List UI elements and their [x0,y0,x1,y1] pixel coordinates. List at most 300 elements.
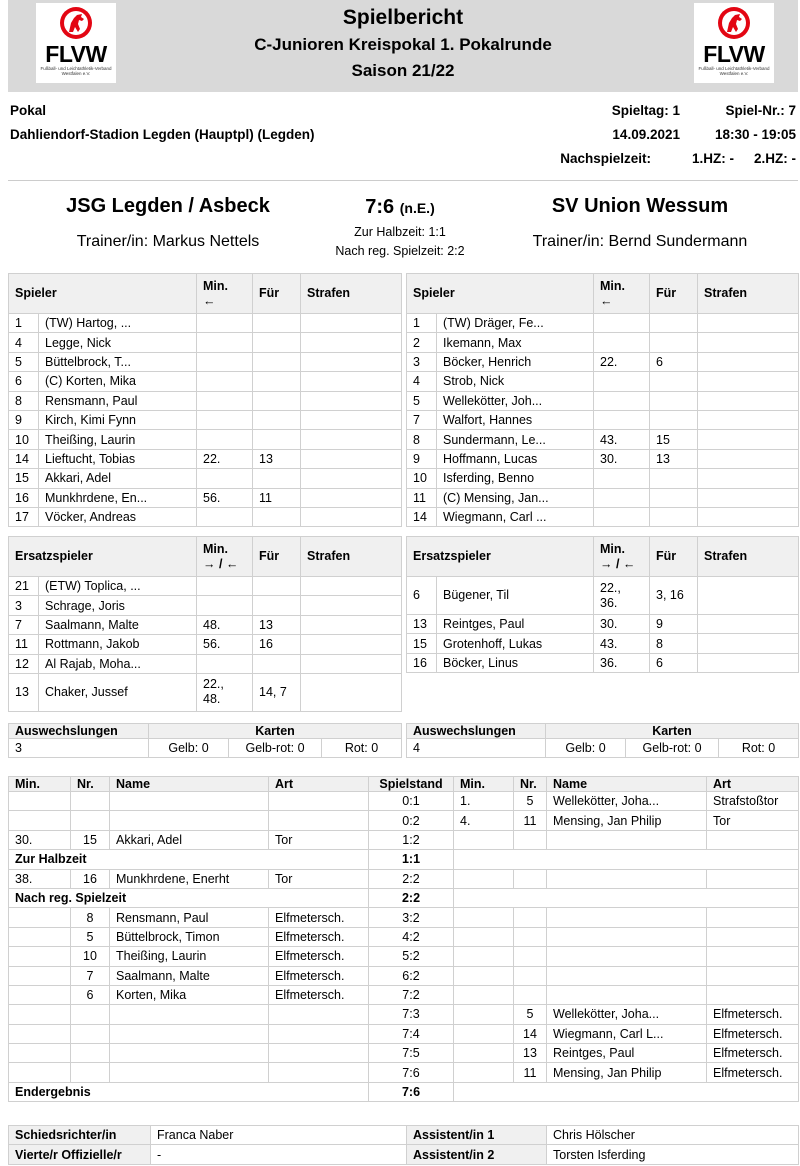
away-event-minute [454,908,514,927]
player-name: Munkhrdene, En... [39,488,197,507]
cards-label: Karten [546,724,799,739]
home-event-type: Tor [269,830,369,849]
away-yellow-red: Gelb-rot: 0 [626,739,719,758]
away-event-number [514,985,547,1004]
info-row-2 [10,127,798,147]
player-row [9,430,402,449]
ev-col-name: Name [547,777,707,792]
home-event-player: Saalmann, Malte [110,966,269,985]
home-event-minute [9,1063,71,1082]
away-event-number [514,830,547,849]
player-row [407,653,799,672]
away-event-player: Wiegmann, Carl L... [547,1024,707,1043]
player-row [9,314,402,333]
match-type: Pokal [10,103,47,118]
player-name: Rensmann, Paul [39,391,197,410]
player-penalties [301,333,402,352]
info-row-1 [10,103,798,123]
away-event-minute [454,1063,514,1082]
home-event-minute [9,1005,71,1024]
ev-col-min: Min. [454,777,514,792]
regular-time-score: Nach reg. Spielzeit: 2:2 [335,244,465,258]
player-minute: 30. [594,449,650,468]
player-name: Hoffmann, Lucas [437,449,594,468]
event-score: 2:2 [369,869,454,888]
col-spieler: Spieler [407,274,594,314]
player-name: Wellekötter, Joh... [437,391,594,410]
halftime-score: Zur Halbzeit: 1:1 [354,225,446,239]
home-event-number: 16 [71,869,110,888]
home-event-number: 15 [71,830,110,849]
player-penalties [698,410,799,429]
event-score: 3:2 [369,908,454,927]
home-event-number [71,1044,110,1063]
away-event-number: 13 [514,1044,547,1063]
assistant2-name: Torsten Isferding [547,1145,799,1164]
col-ersatz: Ersatzspieler [407,537,594,577]
away-event-player: Wellekötter, Joha... [547,792,707,811]
player-row [9,391,402,410]
event-row [9,966,799,985]
player-penalties [698,372,799,391]
player-penalties [301,352,402,371]
report-header [8,0,798,92]
player-penalties [698,634,799,653]
player-for: 3, 16 [650,577,698,615]
player-for: 16 [253,635,301,654]
player-name: Grotenhoff, Lukas [437,634,594,653]
player-minute [197,333,253,352]
home-event-type: Elfmetersch. [269,947,369,966]
player-number: 1 [407,314,437,333]
home-event-minute [9,1044,71,1063]
player-number: 1 [9,314,39,333]
home-event-number [71,1063,110,1082]
player-penalties [698,615,799,634]
home-event-type [269,811,369,830]
away-event-type: Elfmetersch. [707,1005,799,1024]
player-row [407,469,799,488]
player-row [407,577,799,615]
player-number: 17 [9,507,39,526]
col-min: Min. → / ← [594,537,650,577]
away-event-minute [454,1005,514,1024]
logo-subtext: Fußball- und Leichtathletik-Verband Westfalen e.V. [698,66,770,76]
home-event-player: Büttelbrock, Timon [110,927,269,946]
away-event-player: Mensing, Jan Philip [547,811,707,830]
player-minute [197,391,253,410]
home-event-minute: 38. [9,869,71,888]
event-row [9,811,799,830]
away-event-number [514,947,547,966]
final-score [300,196,500,219]
event-row [9,947,799,966]
away-event-player [547,966,707,985]
player-row [9,507,402,526]
event-phase-label: Nach reg. Spielzeit [9,888,369,907]
player-row [407,372,799,391]
player-penalties [301,673,402,711]
player-minute [197,372,253,391]
player-number: 4 [407,372,437,391]
home-subs-count: 3 [9,739,149,758]
away-subs-table [406,536,799,673]
player-for: 11 [253,488,301,507]
extra-time-h1: 1.HZ: - [692,151,734,166]
away-event-type [707,985,799,1004]
player-row [407,430,799,449]
player-row [9,635,402,654]
player-for [650,314,698,333]
home-event-minute [9,811,71,830]
ev-col-nr: Nr. [514,777,547,792]
assistant1-label: Assistent/in 1 [407,1126,547,1145]
player-minute: 43. [594,634,650,653]
player-name: Walfort, Hannes [437,410,594,429]
away-event-player [547,985,707,1004]
player-row [9,372,402,391]
flvw-logo [694,3,774,83]
player-for: 8 [650,634,698,653]
player-for [650,488,698,507]
event-score: 4:2 [369,927,454,946]
ev-col-name: Name [110,777,269,792]
home-event-number [71,1005,110,1024]
home-event-type [269,1005,369,1024]
home-event-player [110,1005,269,1024]
player-penalties [301,596,402,615]
player-name: Wiegmann, Carl ... [437,507,594,526]
player-number: 3 [9,596,39,615]
event-row [9,792,799,811]
home-event-player [110,792,269,811]
player-number: 9 [9,410,39,429]
home-event-number: 6 [71,985,110,1004]
player-minute [594,469,650,488]
player-number: 21 [9,577,39,596]
away-event-minute [454,869,514,888]
player-number: 11 [9,635,39,654]
fourth-official-label: Vierte/r Offizielle/r [9,1145,151,1164]
player-number: 13 [407,615,437,634]
player-number: 5 [9,352,39,371]
event-score: 7:4 [369,1024,454,1043]
player-for [253,372,301,391]
away-trainer: Trainer/in: Bernd Sundermann [532,233,748,250]
player-penalties [301,430,402,449]
player-row [9,333,402,352]
home-summary-table [8,723,402,758]
event-score: 7:6 [369,1063,454,1082]
flvw-horse-icon [716,5,752,41]
away-event-minute [454,1024,514,1043]
player-row [9,615,402,634]
away-event-type [707,927,799,946]
away-event-number [514,869,547,888]
player-minute [197,596,253,615]
event-score: 5:2 [369,947,454,966]
player-number: 16 [407,653,437,672]
col-strafen: Strafen [698,274,799,314]
player-penalties [698,314,799,333]
fourth-official-name: - [151,1145,407,1164]
player-penalties [698,577,799,615]
event-row [9,908,799,927]
player-name: Rottmann, Jakob [39,635,197,654]
player-row [9,410,402,429]
away-event-minute [454,1044,514,1063]
matchday: Spieltag: 1 [611,103,680,118]
final-score-value: 7:6 [365,196,395,218]
away-event-minute [454,947,514,966]
player-row [9,449,402,468]
player-penalties [698,507,799,526]
player-for: 14, 7 [253,673,301,711]
event-row [9,1024,799,1043]
referee-label: Schiedsrichter/in [9,1126,151,1145]
page-title: Spielbericht [342,6,464,29]
away-subs-count: 4 [407,739,546,758]
home-event-type: Elfmetersch. [269,908,369,927]
player-number: 8 [407,430,437,449]
player-row [9,654,402,673]
away-event-minute: 4. [454,811,514,830]
away-event-type [707,908,799,927]
away-event-minute [454,927,514,946]
away-event-minute [454,966,514,985]
player-minute [197,410,253,429]
home-event-player: Rensmann, Paul [110,908,269,927]
player-for [253,577,301,596]
away-event-minute [454,830,514,849]
player-minute [594,333,650,352]
player-for [253,314,301,333]
home-event-minute [9,1024,71,1043]
player-name: Akkari, Adel [39,469,197,488]
subs-label: Auswechslungen [9,724,149,739]
player-name: Ikemann, Max [437,333,594,352]
home-event-player [110,1044,269,1063]
player-minute [197,507,253,526]
event-row [9,1063,799,1082]
ev-col-spielstand: Spielstand [369,777,454,792]
player-row [407,314,799,333]
home-event-type: Elfmetersch. [269,966,369,985]
player-penalties [698,391,799,410]
event-row [9,830,799,849]
home-event-minute [9,966,71,985]
col-ersatz: Ersatzspieler [9,537,197,577]
player-penalties [301,488,402,507]
player-for [253,391,301,410]
away-event-number [514,927,547,946]
extra-time-label: Nachspielzeit: [560,151,651,166]
assistant2-label: Assistent/in 2 [407,1145,547,1164]
home-event-number: 5 [71,927,110,946]
player-penalties [698,488,799,507]
venue: Dahliendorf-Stadion Legden (Hauptpl) (Legden) [10,127,315,142]
home-subs-table [8,536,402,712]
player-name: Bügener, Til [437,577,594,615]
event-phase-label: Endergebnis [9,1082,369,1101]
player-number: 10 [407,469,437,488]
home-event-minute [9,985,71,1004]
player-row [407,634,799,653]
player-penalties [301,615,402,634]
player-minute: 22., 48. [197,673,253,711]
player-row [407,615,799,634]
home-event-number [71,1024,110,1043]
player-for: 9 [650,615,698,634]
match-time: 18:30 - 19:05 [714,127,796,142]
player-minute [197,469,253,488]
away-yellow: Gelb: 0 [546,739,626,758]
event-score: 2:2 [369,888,454,907]
player-for [650,333,698,352]
home-event-player: Akkari, Adel [110,830,269,849]
player-name: (TW) Hartog, ... [39,314,197,333]
away-event-player: Reintges, Paul [547,1044,707,1063]
player-name: Böcker, Henrich [437,352,594,371]
player-for [253,410,301,429]
player-row [9,469,402,488]
player-number: 13 [9,673,39,711]
player-number: 16 [9,488,39,507]
player-name: Theißing, Laurin [39,430,197,449]
player-penalties [301,314,402,333]
player-penalties [301,372,402,391]
player-minute [197,430,253,449]
player-penalties [301,469,402,488]
away-event-type [707,869,799,888]
event-row [9,869,799,888]
away-event-player [547,927,707,946]
home-event-type: Elfmetersch. [269,927,369,946]
officials-table [8,1125,799,1165]
player-penalties [301,507,402,526]
player-row [9,352,402,371]
event-row [9,1082,799,1101]
event-filler [454,850,799,869]
event-score: 7:2 [369,985,454,1004]
home-event-number: 8 [71,908,110,927]
player-name: Isferding, Benno [437,469,594,488]
home-lineup-table [8,273,402,527]
event-row [9,985,799,1004]
home-event-player [110,1063,269,1082]
player-name: Sundermann, Le... [437,430,594,449]
away-event-player [547,947,707,966]
event-row [9,1005,799,1024]
player-number: 12 [9,654,39,673]
player-minute: 43. [594,430,650,449]
player-for: 15 [650,430,698,449]
away-red: Rot: 0 [719,739,799,758]
home-event-type [269,1044,369,1063]
event-score: 1:1 [369,850,454,869]
player-number: 3 [407,352,437,371]
away-event-number [514,908,547,927]
player-row [407,391,799,410]
col-fuer: Für [253,537,301,577]
away-event-minute: 1. [454,792,514,811]
away-event-type: Strafstoßtor [707,792,799,811]
player-name: Büttelbrock, T... [39,352,197,371]
player-minute [594,507,650,526]
player-minute: 22., 36. [594,577,650,615]
divider [8,180,798,181]
player-for: 13 [253,615,301,634]
player-penalties [698,653,799,672]
player-penalties [698,469,799,488]
home-event-type [269,792,369,811]
event-filler [454,1082,799,1101]
home-event-type: Tor [269,869,369,888]
ev-col-art: Art [707,777,799,792]
subs-label: Auswechslungen [407,724,546,739]
player-name: Reintges, Paul [437,615,594,634]
col-min: Min. ← [594,274,650,314]
home-team-name: JSG Legden / Asbeck [66,195,270,217]
player-for [253,430,301,449]
away-event-type [707,947,799,966]
player-penalties [301,391,402,410]
player-minute [197,577,253,596]
player-for: 13 [650,449,698,468]
col-fuer: Für [650,537,698,577]
event-score: 7:6 [369,1082,454,1101]
home-event-type [269,1063,369,1082]
event-row [9,927,799,946]
ev-col-art: Art [269,777,369,792]
player-number: 15 [9,469,39,488]
home-event-player: Munkhrdene, Enerht [110,869,269,888]
player-name: Schrage, Joris [39,596,197,615]
away-event-type [707,966,799,985]
home-yellow-red: Gelb-rot: 0 [229,739,322,758]
player-number: 11 [407,488,437,507]
player-minute: 36. [594,653,650,672]
player-number: 9 [407,449,437,468]
home-event-minute [9,947,71,966]
player-row [9,673,402,711]
player-number: 8 [9,391,39,410]
event-score: 0:1 [369,792,454,811]
player-row [407,333,799,352]
home-event-number: 10 [71,947,110,966]
player-minute [594,372,650,391]
away-event-number: 14 [514,1024,547,1043]
player-name: Saalmann, Malte [39,615,197,634]
player-minute [594,488,650,507]
match-date: 14.09.2021 [612,127,680,142]
player-minute [594,391,650,410]
col-strafen: Strafen [301,537,402,577]
player-number: 4 [9,333,39,352]
col-fuer: Für [650,274,698,314]
home-event-player [110,1024,269,1043]
col-fuer: Für [253,274,301,314]
player-name: (C) Mensing, Jan... [437,488,594,507]
player-penalties [301,635,402,654]
player-name: (C) Korten, Mika [39,372,197,391]
away-event-number [514,966,547,985]
player-for [253,469,301,488]
col-strafen: Strafen [698,537,799,577]
player-for [253,352,301,371]
away-event-player: Wellekötter, Joha... [547,1005,707,1024]
home-event-minute [9,792,71,811]
